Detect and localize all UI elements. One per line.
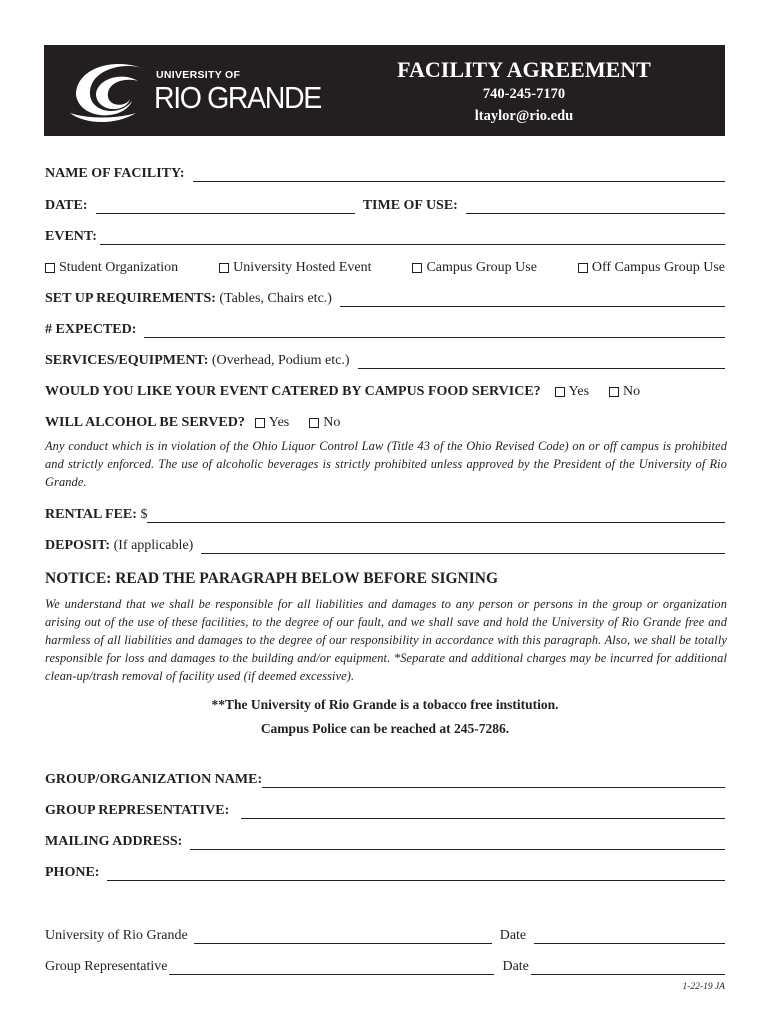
notice-title: NOTICE: READ THE PARAGRAPH BELOW BEFORE SIGNING [45, 570, 499, 587]
catering-no-option[interactable]: No [609, 384, 640, 400]
group-name-field[interactable] [262, 773, 725, 788]
event-field[interactable] [100, 230, 725, 245]
event-row [45, 227, 725, 245]
checkbox[interactable] [255, 418, 265, 428]
checkbox[interactable] [609, 387, 619, 397]
header-email: ltaylor@rio.edu [474, 108, 574, 124]
police-notice: Campus Police can be reached at 245-7286. [260, 721, 510, 736]
checkbox[interactable] [578, 263, 588, 273]
catering-yes-option[interactable]: Yes [555, 384, 589, 400]
facility-label: NAME OF FACILITY: [45, 166, 185, 181]
event-label: EVENT: [45, 229, 97, 244]
date-label: DATE: [45, 198, 88, 213]
notice-paragraph: We understand that we shall be responsible for all liabilities and damages to any person or persons in the group or organization arising out of the use of these facilities, to the degree of our fault, and we shall save and hold the University of Rio Grande free and harmless of all liabilities and damages to the degree of our responsibility in accordance with this paragraph. Also, we shall be totally responsible for loss and damages to the building and/or equipment. *Separate and additional charges may be incurred for additional clean-up/trash removal of facility used (if deemed excessive). [45, 597, 727, 683]
time-label: TIME OF USE: [362, 198, 458, 213]
urg-date-label: Date [499, 928, 527, 943]
alcohol-notice: Any conduct which is in violation of the Ohio Liquor Control Law (Title 43 of the Ohio Revised Code) on or off campus is prohibited and strictly enforced. The use of alcoholic beverages is strictly prohibited unless approved by the President of the University of Rio Grande. [45, 439, 727, 489]
header-banner [44, 45, 725, 136]
facility-row [45, 164, 725, 182]
rep-date-field[interactable] [531, 960, 725, 975]
logo-text-big: RIO GRANDE [154, 80, 321, 115]
group-rep-field[interactable] [241, 804, 725, 819]
header-info [364, 57, 684, 127]
swirl-logo-icon [66, 55, 152, 127]
tobacco-notice: **The University of Rio Grande is a tobacco free institution. [211, 697, 559, 712]
rep-signature-field[interactable] [169, 960, 494, 975]
urg-signature-label: University of Rio Grande [45, 928, 188, 943]
group-rep-label: GROUP REPRESENTATIVE: [45, 803, 230, 818]
rental-row [45, 505, 725, 523]
rep-signature-row [45, 957, 725, 975]
alcohol-yes-option[interactable]: Yes [255, 415, 289, 431]
catering-row [45, 382, 725, 400]
event-type-options [45, 258, 725, 276]
expected-field[interactable] [144, 323, 725, 338]
address-row [45, 832, 725, 850]
rental-field[interactable] [147, 508, 725, 523]
expected-label: # EXPECTED: [45, 322, 137, 337]
services-label: SERVICES/EQUIPMENT: [45, 353, 209, 368]
setup-hint: (Tables, Chairs etc.) [219, 291, 332, 306]
facility-field[interactable] [193, 167, 726, 182]
form-code: 1-22-19 JA [682, 982, 725, 992]
address-field[interactable] [190, 835, 725, 850]
services-field[interactable] [358, 354, 725, 369]
group-name-row [45, 770, 725, 788]
phone-label: PHONE: [45, 865, 100, 880]
option-campus-group[interactable]: Campus Group Use [412, 260, 536, 276]
services-row [45, 351, 725, 369]
page-title: FACILITY AGREEMENT [397, 57, 651, 82]
expected-row [45, 320, 725, 338]
services-hint: (Overhead, Podium etc.) [211, 353, 350, 368]
header-phone: 740-245-7170 [482, 86, 566, 102]
phone-field[interactable] [107, 866, 725, 881]
group-name-label: GROUP/ORGANIZATION NAME: [45, 772, 263, 787]
deposit-label: DEPOSIT: [45, 538, 111, 553]
checkbox[interactable] [555, 387, 565, 397]
checkbox[interactable] [45, 263, 55, 273]
setup-row [45, 289, 725, 307]
dollar-sign: $ [140, 507, 148, 522]
option-student-organization[interactable]: Student Organization [45, 260, 178, 276]
option-university-hosted[interactable]: University Hosted Event [219, 260, 371, 276]
setup-field[interactable] [340, 292, 725, 307]
date-field[interactable] [96, 199, 355, 214]
rental-label: RENTAL FEE: [45, 507, 137, 522]
urg-signature-row [45, 926, 725, 944]
deposit-hint: (If applicable) [113, 538, 194, 553]
date-time-row [45, 196, 725, 214]
alcohol-no-option[interactable]: No [309, 415, 340, 431]
deposit-field[interactable] [201, 539, 725, 554]
checkbox[interactable] [412, 263, 422, 273]
time-field[interactable] [466, 199, 725, 214]
rep-signature-label: Group Representative [45, 959, 168, 974]
setup-label: SET UP REQUIREMENTS: [45, 291, 216, 306]
checkbox[interactable] [219, 263, 229, 273]
deposit-row [45, 536, 725, 554]
logo-text-small: UNIVERSITY OF [156, 69, 241, 81]
alcohol-row [45, 413, 725, 431]
rep-date-label: Date [502, 959, 529, 974]
group-rep-row [45, 801, 725, 819]
catering-question: WOULD YOU LIKE YOUR EVENT CATERED BY CAMPUS FOOD SERVICE? [45, 384, 541, 399]
urg-date-field[interactable] [534, 929, 725, 944]
checkbox[interactable] [309, 418, 319, 428]
phone-row [45, 863, 725, 881]
option-off-campus-group[interactable]: Off Campus Group Use [578, 260, 725, 276]
urg-signature-field[interactable] [194, 929, 492, 944]
address-label: MAILING ADDRESS: [45, 834, 183, 849]
alcohol-question: WILL ALCOHOL BE SERVED? [45, 415, 245, 430]
university-logo [66, 55, 336, 127]
